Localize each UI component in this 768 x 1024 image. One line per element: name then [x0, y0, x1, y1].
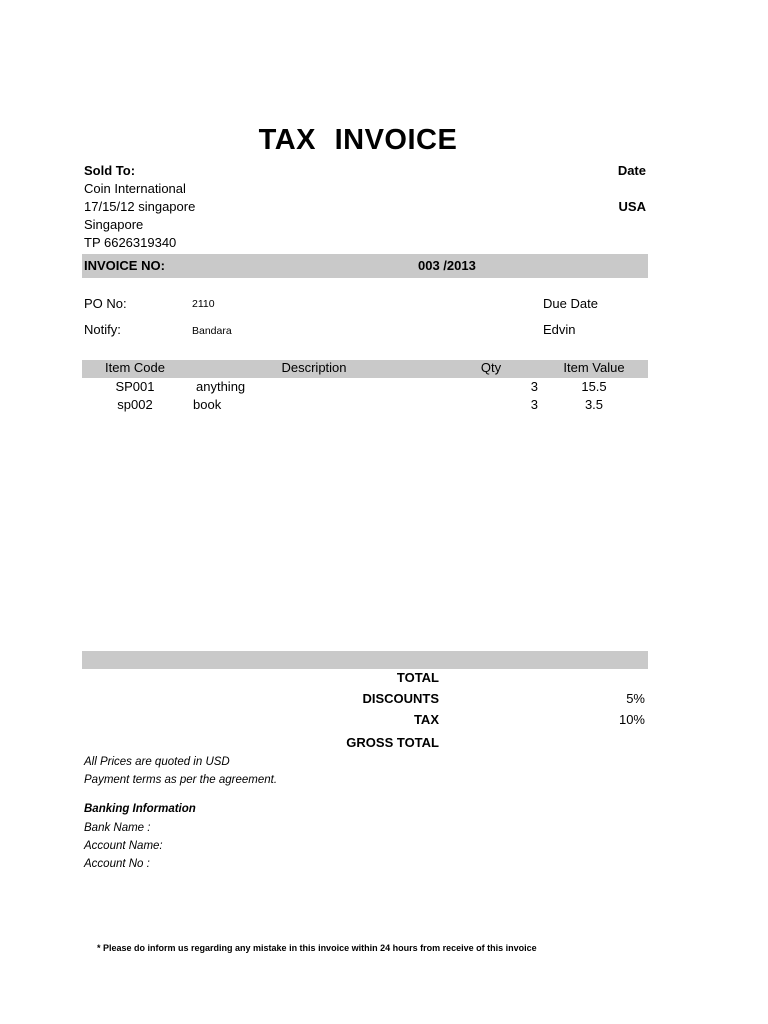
tax-value: 10%	[618, 712, 645, 727]
footer-note: * Please do inform us regarding any mistake in this invoice within 24 hours from receive of this invoice	[97, 943, 537, 953]
row-1-qty: 3	[530, 379, 538, 394]
customer-address: 17/15/12 singapore	[84, 199, 196, 214]
po-value: 2110	[192, 298, 215, 310]
row-1-value: 15.5	[581, 379, 607, 394]
header-description: Description	[281, 360, 347, 375]
totals-separator-bar	[82, 651, 648, 669]
customer-phone: TP 6626319340	[84, 235, 177, 250]
po-label: PO No:	[84, 296, 127, 311]
discounts-label: DISCOUNTS	[362, 691, 439, 706]
date-label: Date	[617, 163, 646, 178]
notify-value: Bandara	[192, 325, 232, 337]
row-1-description: anything	[196, 379, 246, 394]
row-2-code: sp002	[117, 397, 153, 412]
due-date-label: Due Date	[543, 296, 598, 311]
customer-company: Coin International	[84, 181, 186, 196]
sold-to-label: Sold To:	[84, 163, 136, 178]
row-2-value: 3.5	[584, 397, 604, 412]
invoice-no-label: INVOICE NO:	[84, 258, 165, 273]
notify-right-value: Edvin	[543, 322, 576, 337]
total-label: TOTAL	[396, 670, 439, 685]
customer-city: Singapore	[84, 217, 144, 232]
invoice-no-value: 003 /2013	[418, 258, 476, 273]
terms-note: Payment terms as per the agreement.	[84, 774, 278, 786]
header-item-value: Item Value	[563, 360, 625, 375]
row-1-code: SP001	[115, 379, 155, 394]
row-2-qty: 3	[530, 397, 538, 412]
prices-note: All Prices are quoted in USD	[84, 756, 230, 768]
notify-label: Notify:	[84, 322, 121, 337]
bank-name-label: Bank Name :	[84, 822, 151, 834]
header-qty: Qty	[480, 360, 502, 375]
gross-total-label: GROSS TOTAL	[346, 735, 439, 750]
country-label: USA	[618, 199, 646, 214]
banking-heading: Banking Information	[84, 803, 196, 815]
row-2-description: book	[193, 397, 222, 412]
account-no-label: Account No :	[84, 858, 150, 870]
tax-label: TAX	[413, 712, 439, 727]
header-item-code: Item Code	[105, 360, 165, 375]
page-title: TAX INVOICE	[258, 124, 458, 156]
account-name-label: Account Name:	[84, 840, 163, 852]
invoice-number-bar	[82, 254, 648, 278]
discounts-value: 5%	[626, 691, 645, 706]
